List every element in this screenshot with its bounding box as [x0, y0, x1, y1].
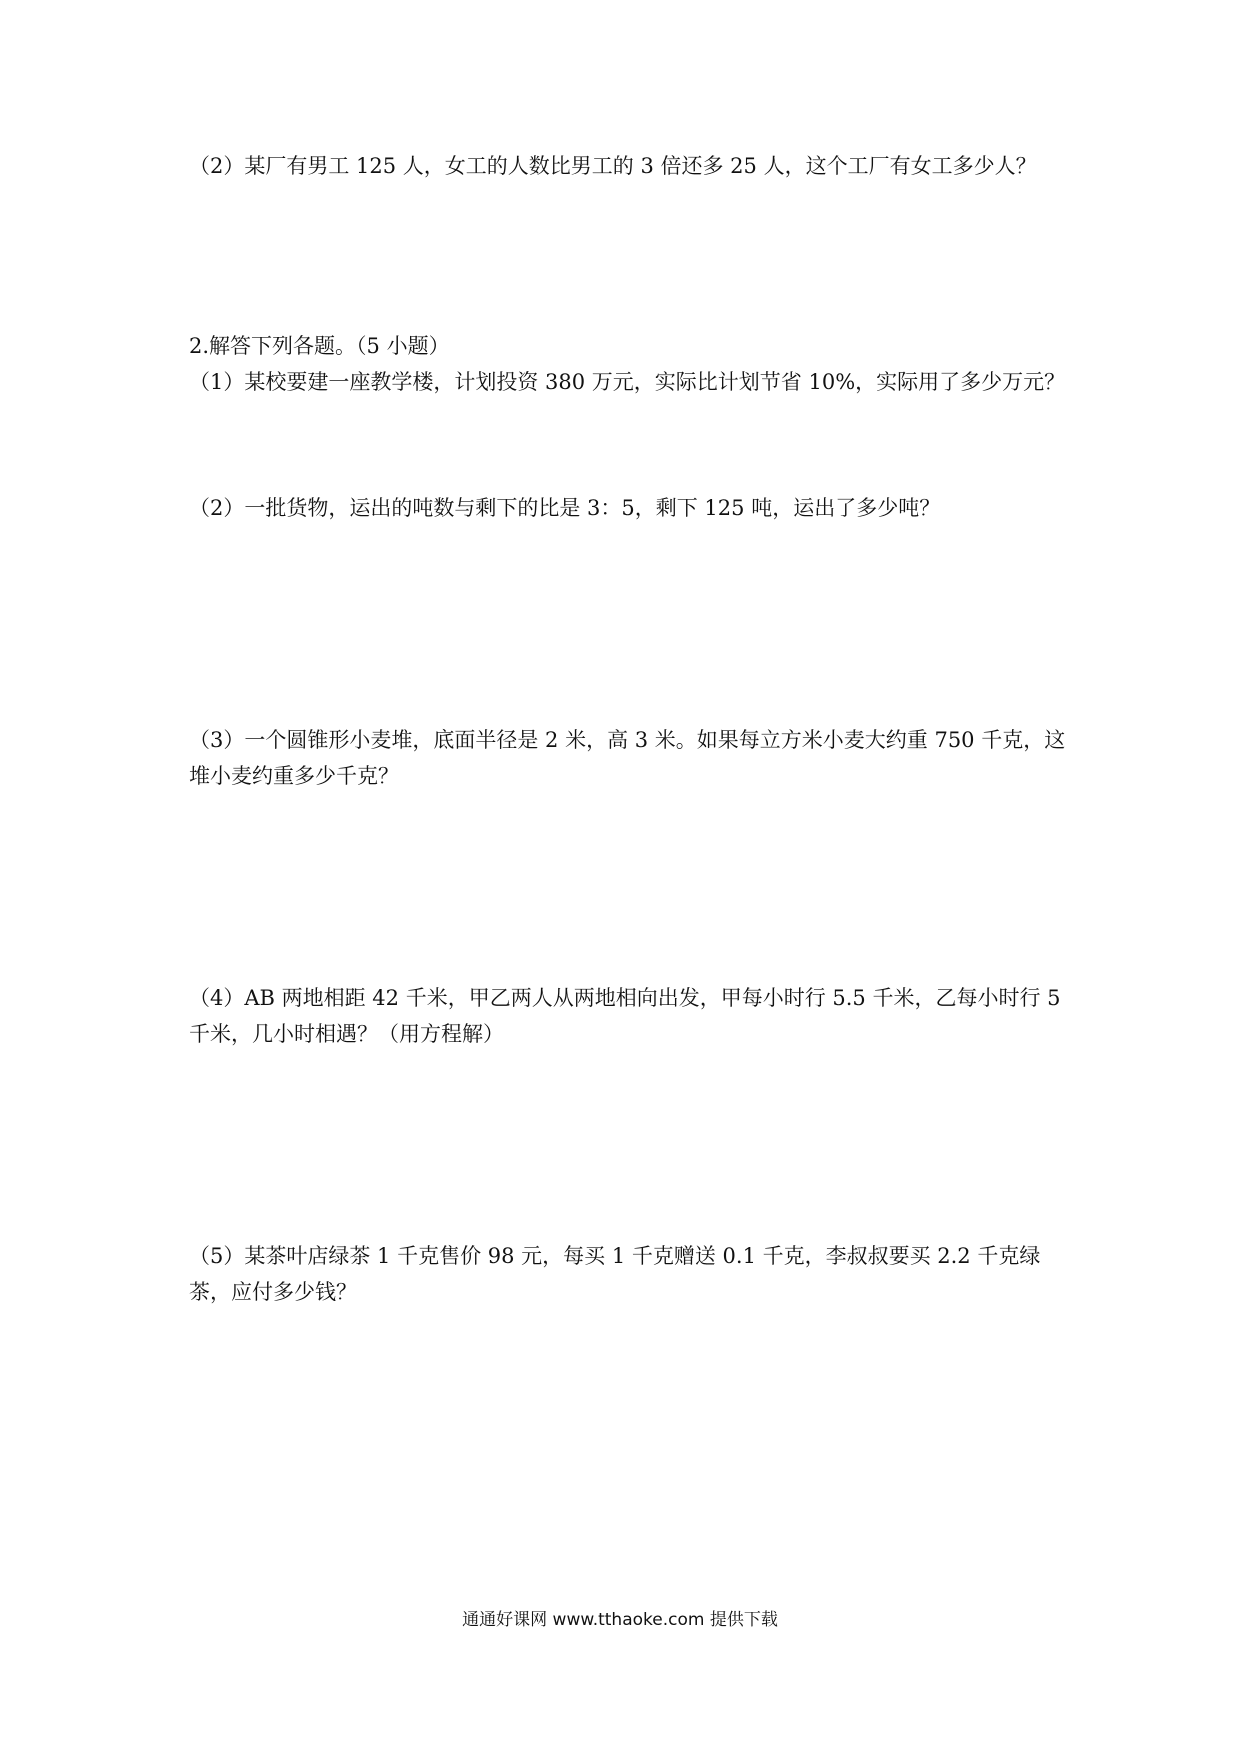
section-heading: 2.解答下列各题。（5 小题） [189, 334, 450, 358]
question-part2-3: （3）一个圆锥形小麦堆，底面半径是 2 米，高 3 米。如果每立方米小麦大约重 750 千克，这堆小麦约重多少千克？ [189, 728, 1066, 788]
question-part2-5: （5）某茶叶店绿茶 1 千克售价 98 元，每买 1 千克赠送 0.1 千克，李叔叔要买 2.2 千克绿茶，应付多少钱？ [189, 1244, 1041, 1304]
question-part2-2: （2）一批货物，运出的吨数与剩下的比是 3：5，剩下 125 吨，运出了多少吨？ [189, 496, 941, 520]
question-part2-1: （1）某校要建一座教学楼，计划投资 380 万元，实际比计划节省 10%，实际用了多少万元？ [189, 370, 1066, 394]
question-part2-4: （4）AB 两地相距 42 千米，甲乙两人从两地相向出发，甲每小时行 5.5 千米，乙每小时行 5 千米，几小时相遇？（用方程解） [189, 986, 1061, 1046]
page-footer: 通通好课网 www.tthaoke.com 提供下载 [462, 1610, 778, 1630]
question-part1-2: （2）某厂有男工 125 人，女工的人数比男工的 3 倍还多 25 人，这个工厂有女工多少人？ [189, 154, 1037, 178]
